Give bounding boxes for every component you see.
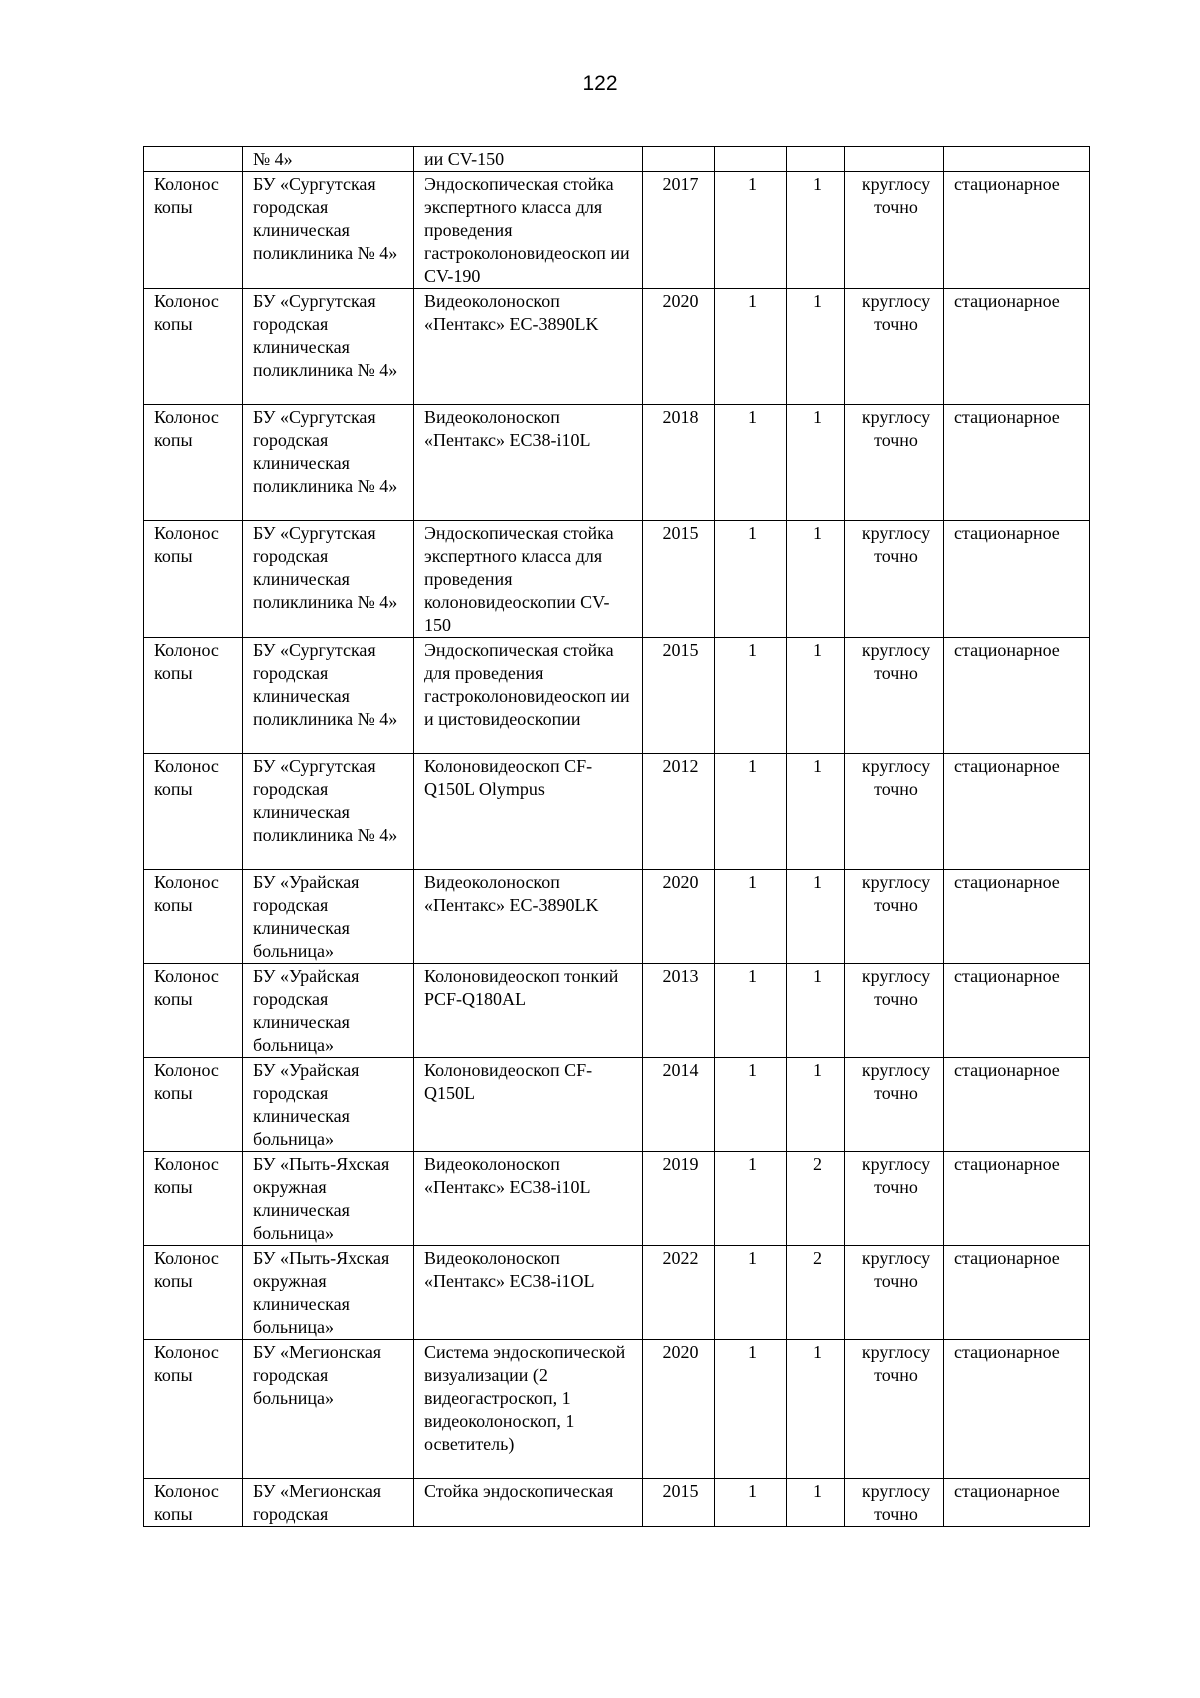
cell-equipment-type: Колонос копы <box>144 405 243 521</box>
cell-equipment-type: Колонос копы <box>144 1152 243 1246</box>
cell-mode <box>944 147 1090 172</box>
cell-equipment-name: Видеоколоноскоп «Пентакс» EC38-i1OL <box>414 1246 643 1340</box>
table-row <box>144 147 1090 172</box>
cell-mode: стационарное <box>944 1340 1090 1479</box>
cell-equipment-type: Колонос копы <box>144 1246 243 1340</box>
cell-organization: БУ «Сургутская городская клиническая поликлиника № 4» <box>243 521 414 638</box>
cell-organization: БУ «Урайская городская клиническая больница» <box>243 870 414 964</box>
cell-quantity: 1 <box>715 754 787 870</box>
table-row <box>144 1058 1090 1152</box>
cell-equipment-name: Колоновидеоскоп CF-Q150L <box>414 1058 643 1152</box>
cell-quantity: 1 <box>715 870 787 964</box>
cell-equipment-name: Стойка эндоскопическая <box>414 1479 643 1527</box>
cell-schedule: круглосу точно <box>845 1340 944 1479</box>
cell-equipment-type: Колонос копы <box>144 521 243 638</box>
cell-schedule: круглосу точно <box>845 964 944 1058</box>
cell-equipment-name: Колоновидеоскоп тонкий PCF-Q180AL <box>414 964 643 1058</box>
cell-schedule: круглосу точно <box>845 405 944 521</box>
cell-organization: БУ «Урайская городская клиническая больница» <box>243 1058 414 1152</box>
cell-equipment-name: ии CV-150 <box>414 147 643 172</box>
cell-organization: БУ «Урайская городская клиническая больница» <box>243 964 414 1058</box>
cell-quantity <box>715 147 787 172</box>
cell-quantity: 1 <box>715 964 787 1058</box>
cell-year: 2015 <box>643 638 715 754</box>
cell-equipment-name: Видеоколоноскоп «Пентакс» EC38-i10L <box>414 405 643 521</box>
cell-equipment-type: Колонос копы <box>144 1058 243 1152</box>
cell-mode: стационарное <box>944 289 1090 405</box>
cell-mode: стационарное <box>944 1152 1090 1246</box>
cell-equipment-name: Эндоскопическая стойка экспертного класса для проведения гастроколоновидеоскоп ии CV-190 <box>414 172 643 289</box>
cell-equipment-type: Колонос копы <box>144 638 243 754</box>
cell-quantity: 1 <box>715 1246 787 1340</box>
table-row <box>144 1152 1090 1246</box>
cell-year: 2022 <box>643 1246 715 1340</box>
cell-equipment-type: Колонос копы <box>144 754 243 870</box>
cell-organization: БУ «Пыть-Яхская окружная клиническая больница» <box>243 1152 414 1246</box>
cell-equipment-type: Колонос копы <box>144 1340 243 1479</box>
cell-year: 2020 <box>643 289 715 405</box>
cell-organization: БУ «Сургутская городская клиническая поликлиника № 4» <box>243 172 414 289</box>
cell-quantity: 1 <box>715 405 787 521</box>
table-row <box>144 1340 1090 1479</box>
cell-mode: стационарное <box>944 1246 1090 1340</box>
cell-mode: стационарное <box>944 870 1090 964</box>
cell-schedule: круглосу точно <box>845 521 944 638</box>
cell-quantity: 1 <box>715 638 787 754</box>
cell-schedule: круглосу точно <box>845 870 944 964</box>
cell-equipment-type <box>144 147 243 172</box>
cell-schedule: круглосу точно <box>845 754 944 870</box>
cell-year: 2012 <box>643 754 715 870</box>
cell-count: 1 <box>787 289 845 405</box>
equipment-table <box>143 146 1090 1527</box>
table-row <box>144 964 1090 1058</box>
table-row <box>144 870 1090 964</box>
cell-year <box>643 147 715 172</box>
cell-organization: БУ «Сургутская городская клиническая поликлиника № 4» <box>243 289 414 405</box>
cell-equipment-type: Колонос копы <box>144 289 243 405</box>
table-row <box>144 289 1090 405</box>
cell-mode: стационарное <box>944 1058 1090 1152</box>
cell-equipment-name: Эндоскопическая стойка экспертного класса для проведения колоновидеоскопии CV-150 <box>414 521 643 638</box>
cell-year: 2018 <box>643 405 715 521</box>
cell-count <box>787 147 845 172</box>
cell-year: 2020 <box>643 1340 715 1479</box>
table-row <box>144 638 1090 754</box>
cell-equipment-type: Колонос копы <box>144 1479 243 1527</box>
cell-year: 2015 <box>643 1479 715 1527</box>
table-row <box>144 754 1090 870</box>
table-row <box>144 521 1090 638</box>
cell-count: 1 <box>787 964 845 1058</box>
cell-equipment-type: Колонос копы <box>144 964 243 1058</box>
cell-quantity: 1 <box>715 521 787 638</box>
cell-schedule: круглосу точно <box>845 638 944 754</box>
cell-count: 1 <box>787 521 845 638</box>
cell-organization: № 4» <box>243 147 414 172</box>
cell-mode: стационарное <box>944 405 1090 521</box>
cell-quantity: 1 <box>715 1340 787 1479</box>
cell-year: 2019 <box>643 1152 715 1246</box>
cell-schedule: круглосу точно <box>845 172 944 289</box>
cell-year: 2017 <box>643 172 715 289</box>
cell-schedule: круглосу точно <box>845 289 944 405</box>
cell-mode: стационарное <box>944 521 1090 638</box>
cell-organization: БУ «Сургутская городская клиническая поликлиника № 4» <box>243 638 414 754</box>
cell-year: 2014 <box>643 1058 715 1152</box>
cell-quantity: 1 <box>715 289 787 405</box>
cell-equipment-name: Колоновидеоскоп CF-Q150L Olympus <box>414 754 643 870</box>
cell-count: 2 <box>787 1246 845 1340</box>
table-row <box>144 1479 1090 1527</box>
table-row <box>144 405 1090 521</box>
cell-schedule <box>845 147 944 172</box>
cell-year: 2013 <box>643 964 715 1058</box>
cell-year: 2015 <box>643 521 715 638</box>
cell-organization: БУ «Мегионская городская больница» <box>243 1340 414 1479</box>
table-row <box>144 1246 1090 1340</box>
cell-count: 1 <box>787 1479 845 1527</box>
cell-count: 2 <box>787 1152 845 1246</box>
cell-count: 1 <box>787 870 845 964</box>
cell-quantity: 1 <box>715 1479 787 1527</box>
cell-quantity: 1 <box>715 172 787 289</box>
cell-equipment-name: Система эндоскопической визуализации (2 видеогастроскоп, 1 видеоколоноскоп, 1 осветитель) <box>414 1340 643 1479</box>
cell-mode: стационарное <box>944 964 1090 1058</box>
cell-mode: стационарное <box>944 172 1090 289</box>
cell-count: 1 <box>787 754 845 870</box>
cell-schedule: круглосу точно <box>845 1058 944 1152</box>
cell-equipment-name: Видеоколоноскоп «Пентакс» EC38-i10L <box>414 1152 643 1246</box>
cell-mode: стационарное <box>944 754 1090 870</box>
cell-mode: стационарное <box>944 638 1090 754</box>
cell-count: 1 <box>787 1058 845 1152</box>
cell-equipment-type: Колонос копы <box>144 172 243 289</box>
page-number: 122 <box>582 72 618 95</box>
cell-count: 1 <box>787 172 845 289</box>
cell-count: 1 <box>787 638 845 754</box>
cell-count: 1 <box>787 405 845 521</box>
cell-schedule: круглосу точно <box>845 1479 944 1527</box>
cell-organization: БУ «Мегионская городская <box>243 1479 414 1527</box>
table-row <box>144 172 1090 289</box>
cell-quantity: 1 <box>715 1058 787 1152</box>
cell-quantity: 1 <box>715 1152 787 1246</box>
cell-equipment-name: Эндоскопическая стойка для проведения гастроколоновидеоскоп ии и цистовидеоскопии <box>414 638 643 754</box>
cell-equipment-name: Видеоколоноскоп «Пентакс» EC-3890LK <box>414 870 643 964</box>
cell-organization: БУ «Пыть-Яхская окружная клиническая больница» <box>243 1246 414 1340</box>
cell-organization: БУ «Сургутская городская клиническая поликлиника № 4» <box>243 754 414 870</box>
cell-mode: стационарное <box>944 1479 1090 1527</box>
cell-schedule: круглосу точно <box>845 1152 944 1246</box>
cell-count: 1 <box>787 1340 845 1479</box>
cell-organization: БУ «Сургутская городская клиническая поликлиника № 4» <box>243 405 414 521</box>
cell-equipment-name: Видеоколоноскоп «Пентакс» EC-3890LK <box>414 289 643 405</box>
cell-year: 2020 <box>643 870 715 964</box>
cell-schedule: круглосу точно <box>845 1246 944 1340</box>
cell-equipment-type: Колонос копы <box>144 870 243 964</box>
